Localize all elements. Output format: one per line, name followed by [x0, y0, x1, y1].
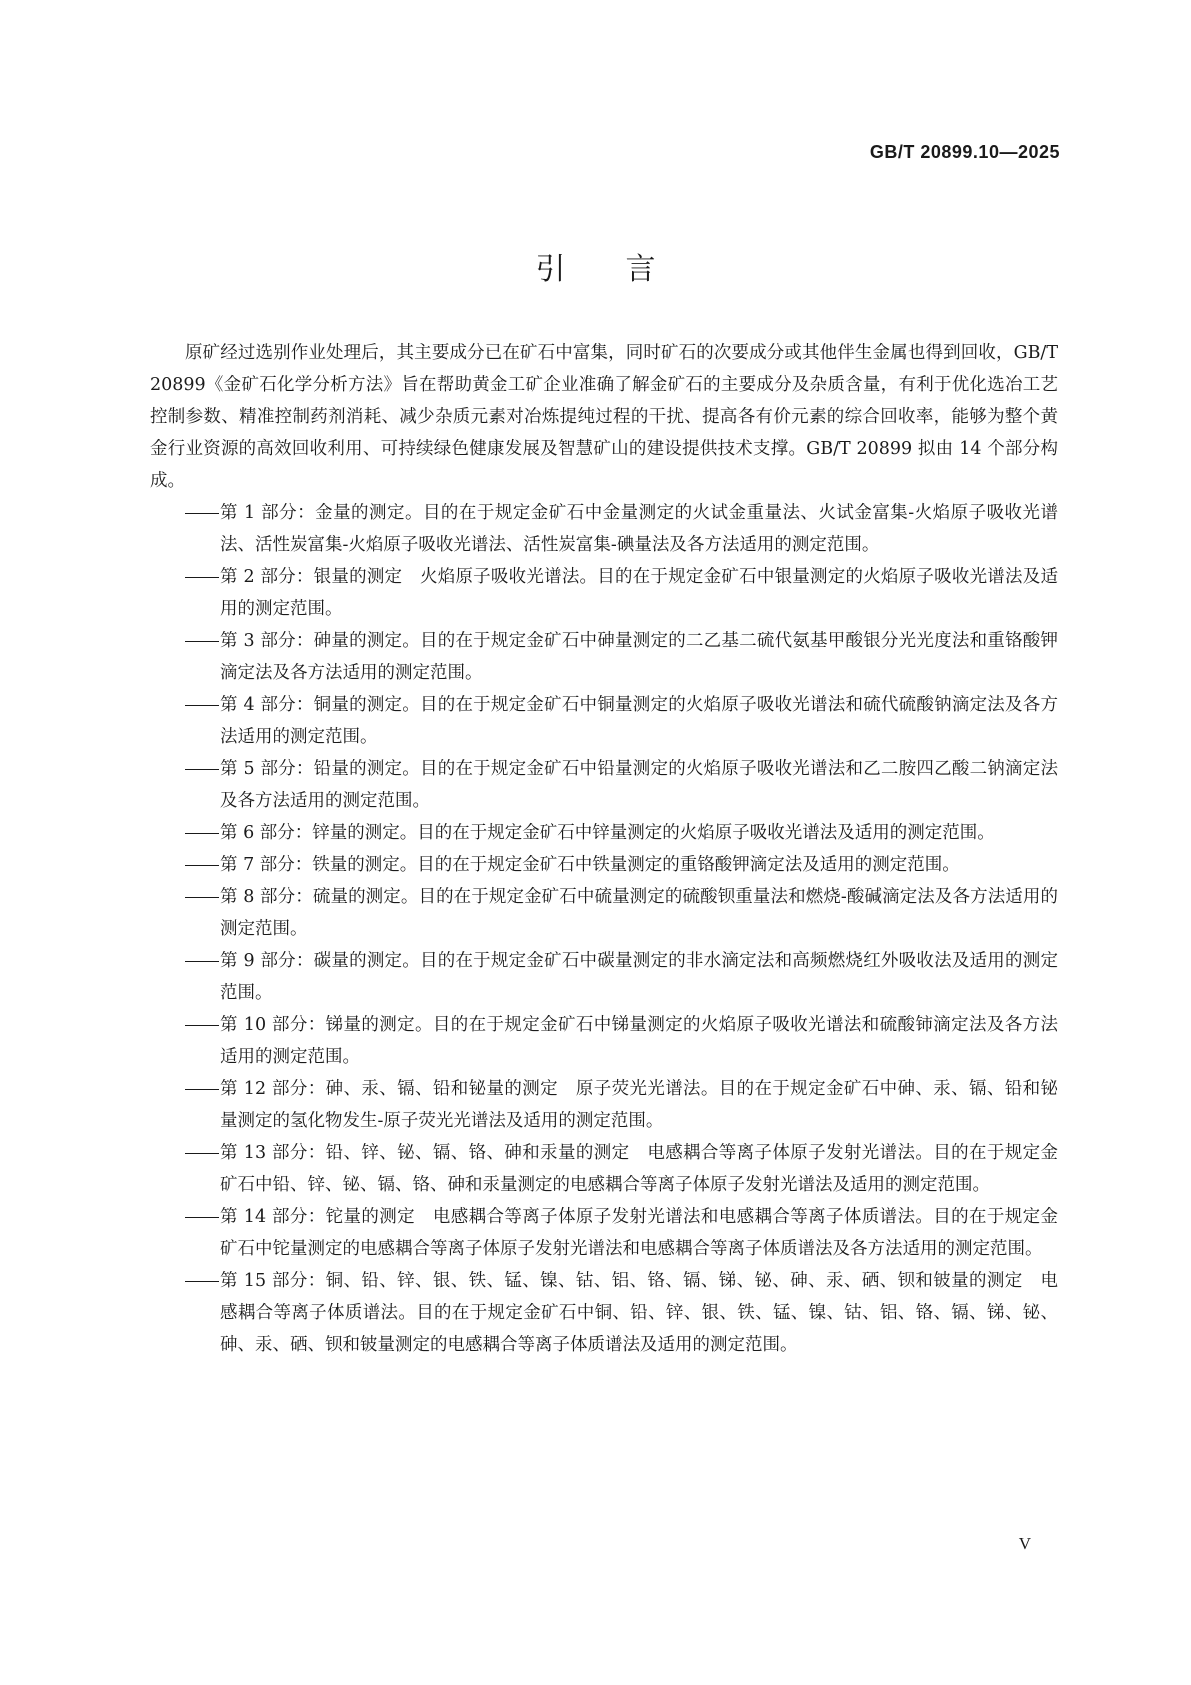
list-item-text: 第 10 部分：锑量的测定。目的在于规定金矿石中锑量测定的火焰原子吸收光谱法和硫酸铈滴定法及各方法适用的测定范围。: [220, 1015, 1058, 1067]
list-item-part-8: [150, 881, 1058, 945]
list-item-text: 第 13 部分：铅、锌、铋、镉、铬、砷和汞量的测定 电感耦合等离子体原子发射光谱法。目的在于规定金矿石中铅、锌、铋、镉、铬、砷和汞量测定的电感耦合等离子体原子发射光谱法及适用的测定范围。: [220, 1143, 1058, 1195]
list-item-part-1: [150, 497, 1058, 561]
list-item-part-14: [150, 1201, 1058, 1265]
list-item-text: 第 1 部分：金量的测定。目的在于规定金矿石中金量测定的火试金重量法、火试金富集-火焰原子吸收光谱法、活性炭富集-火焰原子吸收光谱法、活性炭富集-碘量法及各方法适用的测定范围。: [220, 503, 1058, 555]
list-item-part-9: [150, 945, 1058, 1009]
list-item-part-15: [150, 1265, 1058, 1361]
list-item-part-12: [150, 1073, 1058, 1137]
section-title: 引言: [535, 252, 716, 287]
list-item-part-3: [150, 625, 1058, 689]
standard-code: GB/T 20899.10—2025: [869, 142, 1060, 162]
list-item-text: 第 3 部分：砷量的测定。目的在于规定金矿石中砷量测定的二乙基二硫代氨基甲酸银分光光度法和重铬酸钾滴定法及各方法适用的测定范围。: [220, 631, 1058, 683]
list-item-text: 第 8 部分：硫量的测定。目的在于规定金矿石中硫量测定的硫酸钡重量法和燃烧-酸碱滴定法及各方法适用的测定范围。: [220, 887, 1058, 939]
list-item-text: 第 7 部分：铁量的测定。目的在于规定金矿石中铁量测定的重铬酸钾滴定法及适用的测定范围。: [220, 855, 960, 875]
list-item-text: 第 15 部分：铜、铅、锌、银、铁、锰、镍、钴、铝、铬、镉、锑、铋、砷、汞、硒、钡和铍量的测定 电感耦合等离子体质谱法。目的在于规定金矿石中铜、铅、锌、银、铁、锰、镍、钴、铝、铬、镉、锑、铋、砷、汞、硒、钡和铍量测定的电感耦合等离子体质谱法及适用的测定范围。: [220, 1271, 1058, 1355]
list-item-part-6: [150, 817, 1058, 849]
list-item-part-4: [150, 689, 1058, 753]
list-item-text: 第 14 部分：铊量的测定 电感耦合等离子体原子发射光谱法和电感耦合等离子体质谱法。目的在于规定金矿石中铊量测定的电感耦合等离子体原子发射光谱法和电感耦合等离子体质谱法及各方法适用的测定范围。: [220, 1207, 1058, 1259]
list-item-text: 第 9 部分：碳量的测定。目的在于规定金矿石中碳量测定的非水滴定法和高频燃烧红外吸收法及适用的测定范围。: [220, 951, 1058, 1003]
page-number: V: [1018, 1534, 1031, 1553]
intro-paragraph: 原矿经过选别作业处理后，其主要成分已在矿石中富集，同时矿石的次要成分或其他伴生金属也得到回收，GB/T 20899《金矿石化学分析方法》旨在帮助黄金工矿企业准确了解金矿石的主要成分及杂质含量，有利于优化选冶工艺控制参数、精准控制药剂消耗、减少杂质元素对冶炼提纯过程的干扰、提高各有价元素的综合回收率，能够为整个黄金行业资源的高效回收利用、可持续绿色健康发展及智慧矿山的建设提供技术支撑。GB/T 20899 拟由 14 个部分构成。: [150, 343, 1058, 491]
section-body: [150, 337, 1058, 1361]
list-item-text: 第 6 部分：锌量的测定。目的在于规定金矿石中锌量测定的火焰原子吸收光谱法及适用的测定范围。: [220, 823, 995, 843]
list-item-part-5: [150, 753, 1058, 817]
list-item-part-13: [150, 1137, 1058, 1201]
list-item-part-10: [150, 1009, 1058, 1073]
list-item-text: 第 12 部分：砷、汞、镉、铅和铋量的测定 原子荧光光谱法。目的在于规定金矿石中砷、汞、镉、铅和铋量测定的氢化物发生-原子荧光光谱法及适用的测定范围。: [220, 1079, 1058, 1131]
list-item-text: 第 4 部分：铜量的测定。目的在于规定金矿石中铜量测定的火焰原子吸收光谱法和硫代硫酸钠滴定法及各方法适用的测定范围。: [220, 695, 1058, 747]
list-item-part-7: [150, 849, 1058, 881]
list-item-text: 第 2 部分：银量的测定 火焰原子吸收光谱法。目的在于规定金矿石中银量测定的火焰原子吸收光谱法及适用的测定范围。: [220, 567, 1058, 619]
list-item-text: 第 5 部分：铅量的测定。目的在于规定金矿石中铅量测定的火焰原子吸收光谱法和乙二胺四乙酸二钠滴定法及各方法适用的测定范围。: [220, 759, 1058, 811]
list-item-part-2: [150, 561, 1058, 625]
